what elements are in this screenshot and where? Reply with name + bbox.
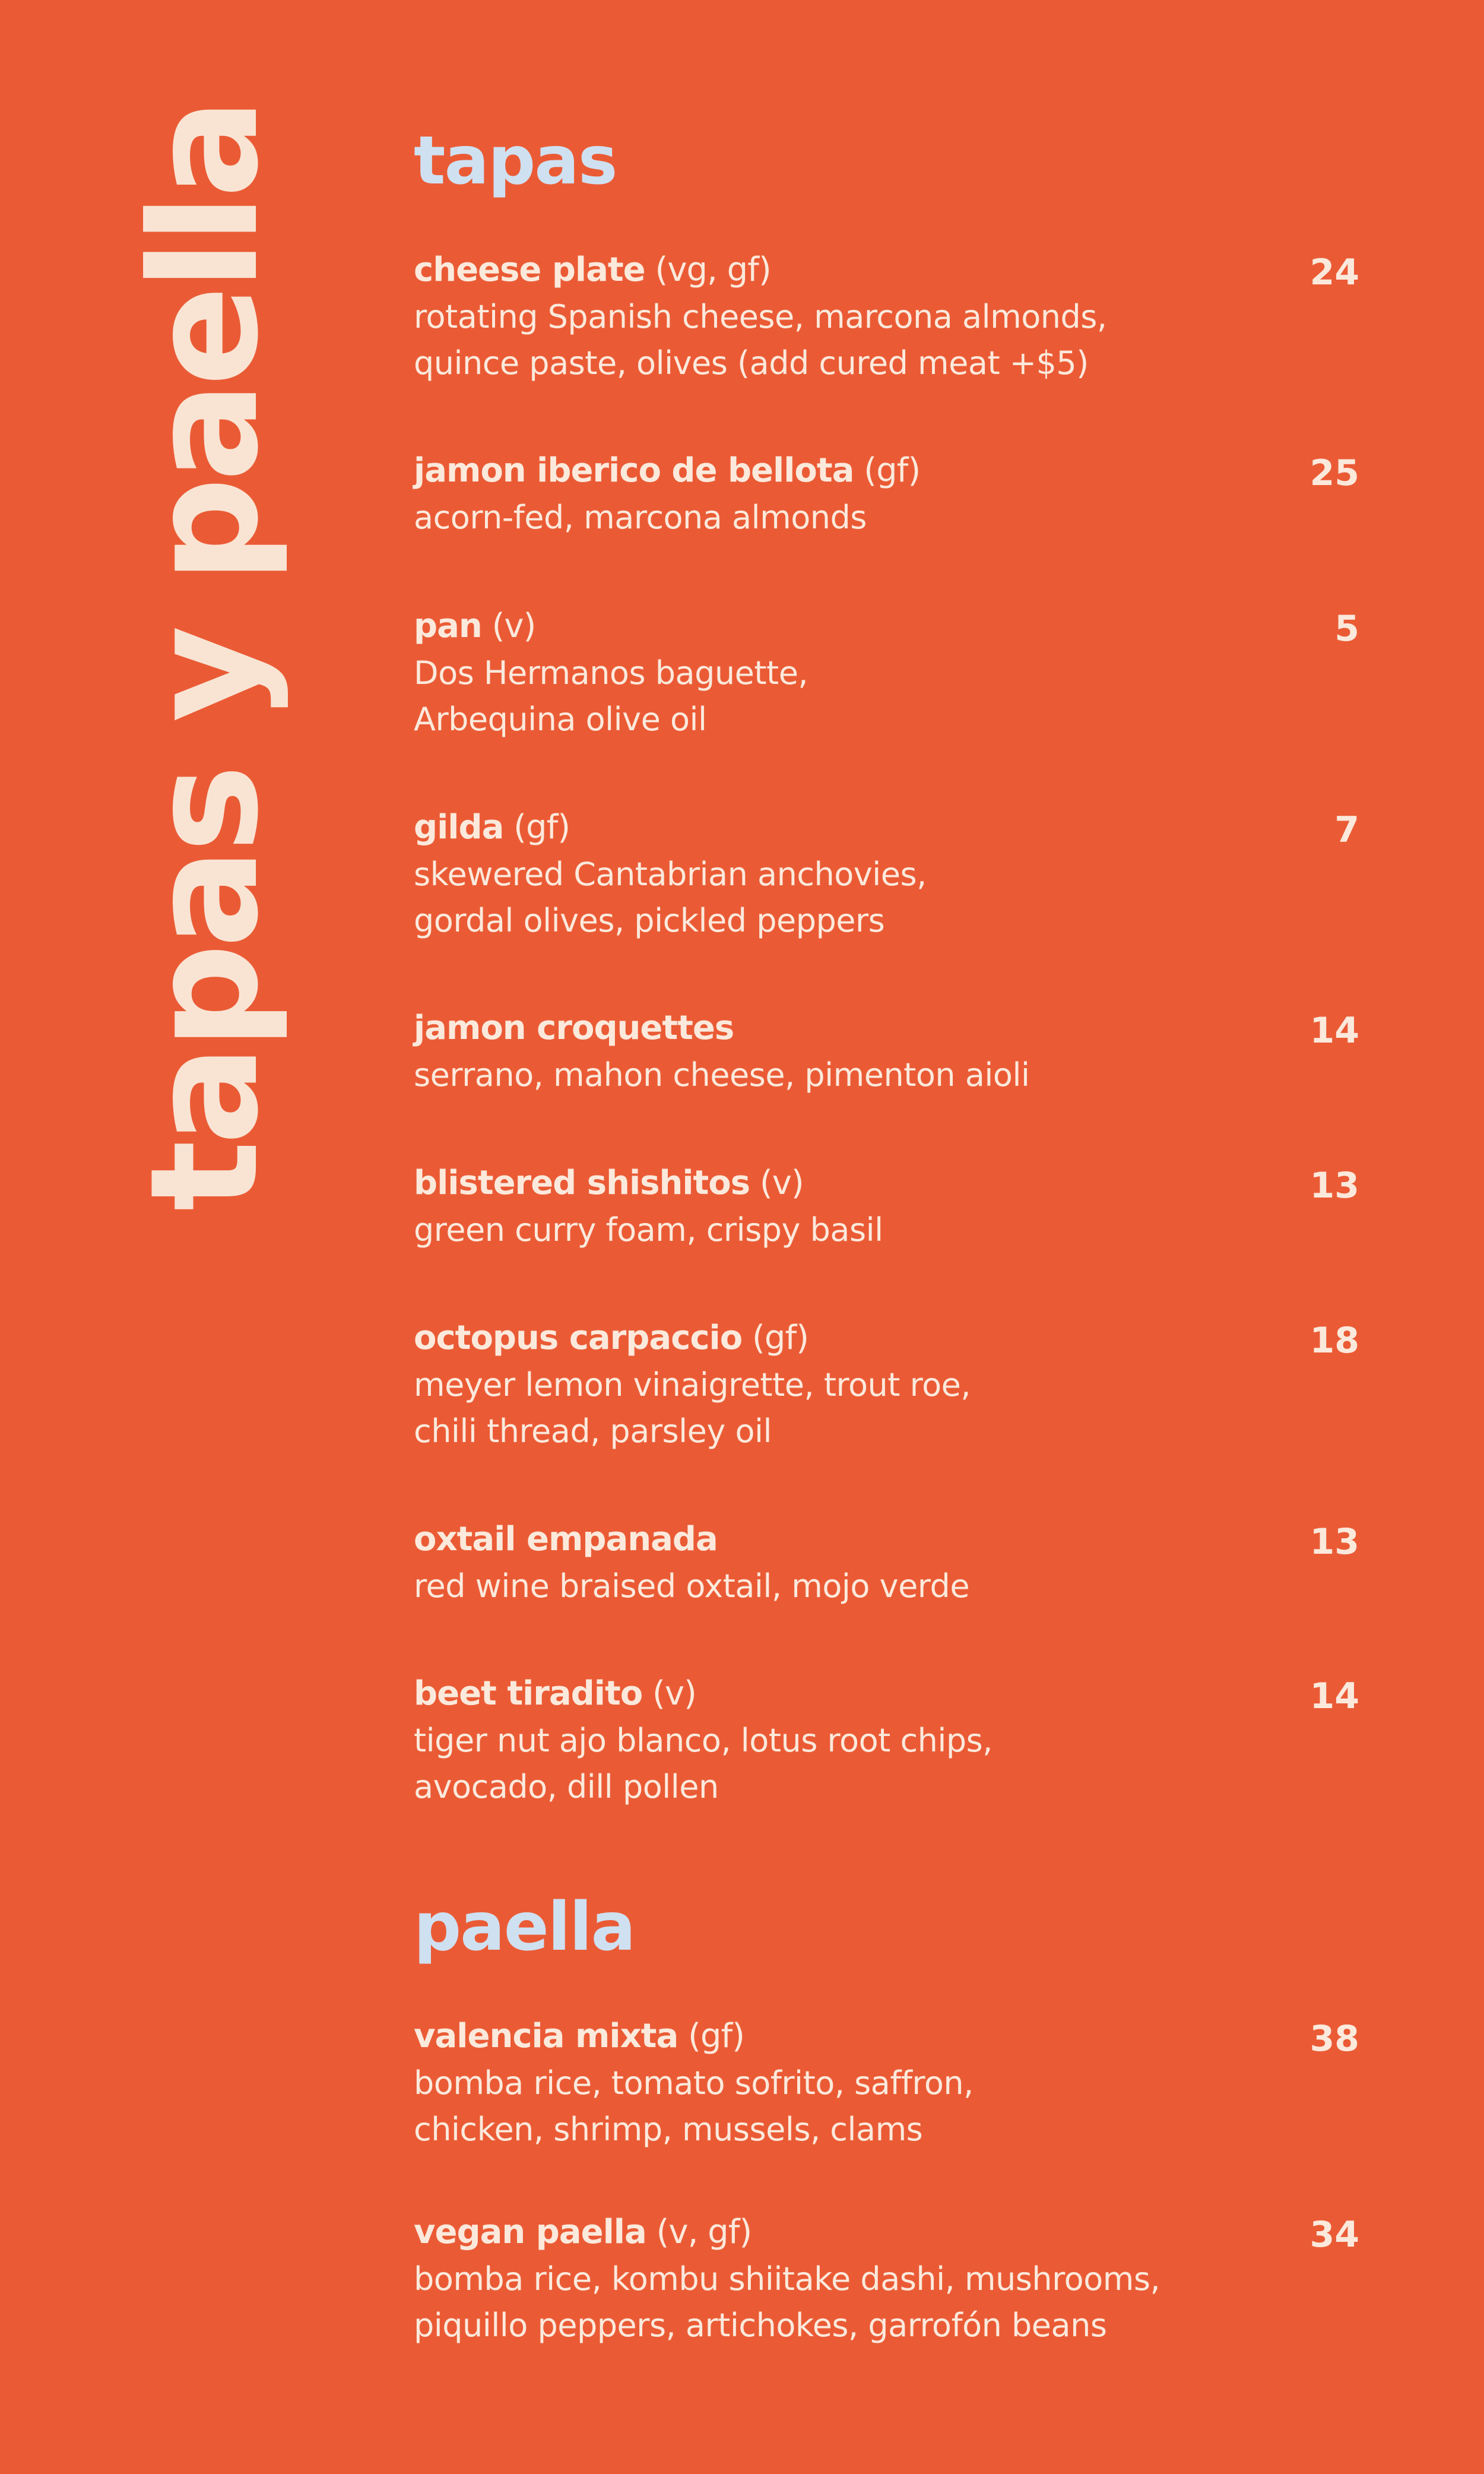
item-description: bomba rice, kombu shiitake dashi, mushrooms, piquillo peppers, artichokes, garrofón beans (414, 2260, 1160, 2344)
item-tags: (gf) (513, 808, 570, 847)
item-description: Dos Hermanos baguette, Arbequina olive oil (414, 654, 808, 738)
item-description: bomba rice, tomato sofrito, saffron, chicken, shrimp, mussels, clams (414, 2064, 974, 2148)
section-heading-tapas: tapas (414, 122, 617, 199)
vertical-title: tapas y paella (118, 102, 291, 1211)
item-price: 5 (1334, 608, 1359, 650)
item-name: jamon iberico de bellota (414, 451, 854, 490)
menu-item (414, 1005, 1365, 1098)
item-tags: (gf) (688, 2017, 745, 2055)
item-price: 13 (1309, 1165, 1359, 1206)
item-tags: (v) (652, 1674, 696, 1713)
item-tags: (v) (759, 1164, 804, 1202)
item-name: vegan paella (414, 2213, 646, 2251)
item-price: 18 (1309, 1320, 1359, 1361)
menu-item (414, 804, 1365, 944)
item-name: pan (414, 607, 482, 645)
item-name: cheese plate (414, 251, 645, 289)
menu-item (414, 447, 1365, 541)
item-name: beet tiradito (414, 1674, 643, 1713)
item-name: gilda (414, 808, 504, 847)
item-price: 7 (1334, 809, 1359, 851)
item-price: 38 (1309, 2018, 1359, 2060)
menu-item (414, 1160, 1365, 1253)
item-tags: (gf) (864, 451, 921, 490)
item-description: serrano, mahon cheese, pimenton aioli (414, 1056, 1030, 1094)
menu-item (414, 1516, 1365, 1610)
item-description: rotating Spanish cheese, marcona almonds, quince paste, olives (add cured meat +$5) (414, 298, 1107, 382)
item-description: meyer lemon vinaigrette, trout roe, chili thread, parsley oil (414, 1366, 971, 1450)
item-price: 13 (1309, 1521, 1359, 1563)
menu-item (414, 1670, 1365, 1810)
section-heading-paella: paella (414, 1889, 635, 1966)
item-name: blistered shishitos (414, 1164, 750, 1202)
item-name: oxtail empanada (414, 1520, 718, 1558)
item-description: tiger nut ajo blanco, lotus root chips, avocado, dill pollen (414, 1722, 992, 1805)
item-name: jamon croquettes (414, 1009, 734, 1047)
item-tags: (v, gf) (656, 2213, 752, 2251)
item-description: acorn-fed, marcona almonds (414, 499, 867, 536)
item-tags: (v) (492, 607, 536, 645)
menu-item (414, 2209, 1365, 2349)
item-description: red wine braised oxtail, mojo verde (414, 1567, 970, 1605)
item-price: 14 (1309, 1010, 1359, 1051)
menu-item (414, 603, 1365, 743)
item-price: 24 (1309, 252, 1359, 293)
item-price: 25 (1309, 452, 1359, 494)
menu-item (414, 1314, 1365, 1455)
item-tags: (vg, gf) (655, 251, 771, 289)
item-description: green curry foam, crispy basil (414, 1211, 883, 1249)
item-description: skewered Cantabrian anchovies, gordal olives, pickled peppers (414, 856, 927, 939)
item-name: valencia mixta (414, 2017, 678, 2055)
item-price: 34 (1309, 2214, 1359, 2256)
item-tags: (gf) (752, 1319, 809, 1357)
menu-item (414, 246, 1365, 387)
menu-item (414, 2013, 1365, 2153)
item-price: 14 (1309, 1675, 1359, 1717)
item-name: octopus carpaccio (414, 1319, 743, 1357)
